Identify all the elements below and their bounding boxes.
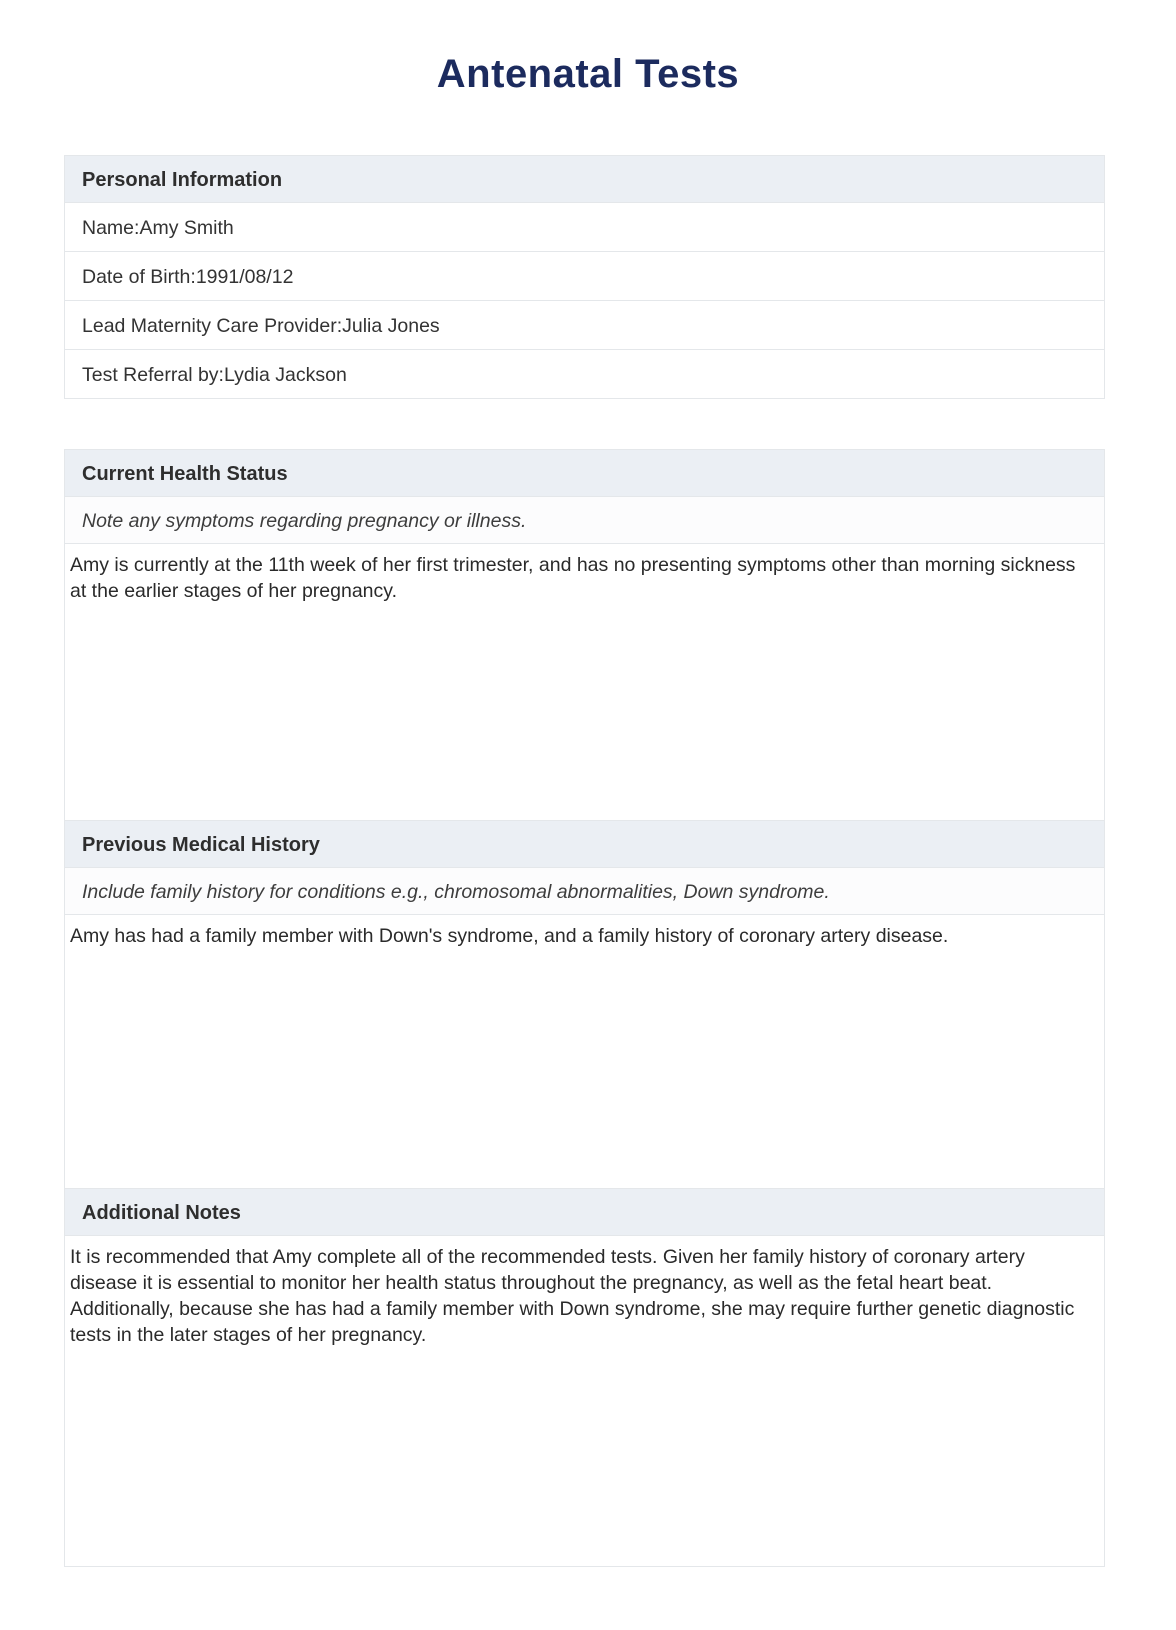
section-header-personal-information: Personal Information bbox=[64, 155, 1105, 203]
field-row-date-of-birth bbox=[64, 251, 1105, 301]
field-value: Lydia Jackson bbox=[223, 364, 347, 386]
field-label: Date of Birth: bbox=[82, 266, 196, 288]
field-label: Test Referral by: bbox=[82, 364, 224, 386]
field-label: Name: bbox=[82, 217, 140, 239]
field-label: Lead Maternity Care Provider: bbox=[82, 315, 343, 337]
field-row-name bbox=[64, 202, 1105, 252]
section-note-current-health-status: Note any symptoms regarding pregnancy or illness. bbox=[64, 496, 1105, 544]
section-body-previous-medical-history: Amy has had a family member with Down's syndrome, and a family history of coronary artery disease. bbox=[64, 914, 1105, 1189]
field-row-lead-maternity-care-provider bbox=[64, 300, 1105, 350]
section-body-additional-notes: It is recommended that Amy complete all of the recommended tests. Given her family history of coronary artery disease it is essential to monitor her health status throughout the pregnancy, as well as the fetal heart beat. Additionally, because she has had a family member with Down syndrome, she may require further genetic diagnostic tests in the later stages of her pregnancy. bbox=[64, 1235, 1105, 1567]
field-value: Amy Smith bbox=[139, 217, 234, 239]
sections-stack bbox=[64, 449, 1105, 1567]
section-body-current-health-status: Amy is currently at the 11th week of her first trimester, and has no presenting symptoms other than morning sickness at the earlier stages of her pregnancy. bbox=[64, 543, 1105, 821]
field-value: 1991/08/12 bbox=[195, 266, 294, 288]
section-personal-information bbox=[64, 155, 1105, 399]
page-title: Antenatal Tests bbox=[436, 52, 740, 96]
section-note-previous-medical-history: Include family history for conditions e.g., chromosomal abnormalities, Down syndrome. bbox=[64, 867, 1105, 915]
section-header-current-health-status: Current Health Status bbox=[64, 449, 1105, 497]
field-value: Julia Jones bbox=[342, 315, 440, 337]
section-header-additional-notes: Additional Notes bbox=[64, 1188, 1105, 1236]
field-row-test-referral-by bbox=[64, 349, 1105, 399]
section-header-previous-medical-history: Previous Medical History bbox=[64, 820, 1105, 868]
document-content bbox=[64, 155, 1105, 1567]
